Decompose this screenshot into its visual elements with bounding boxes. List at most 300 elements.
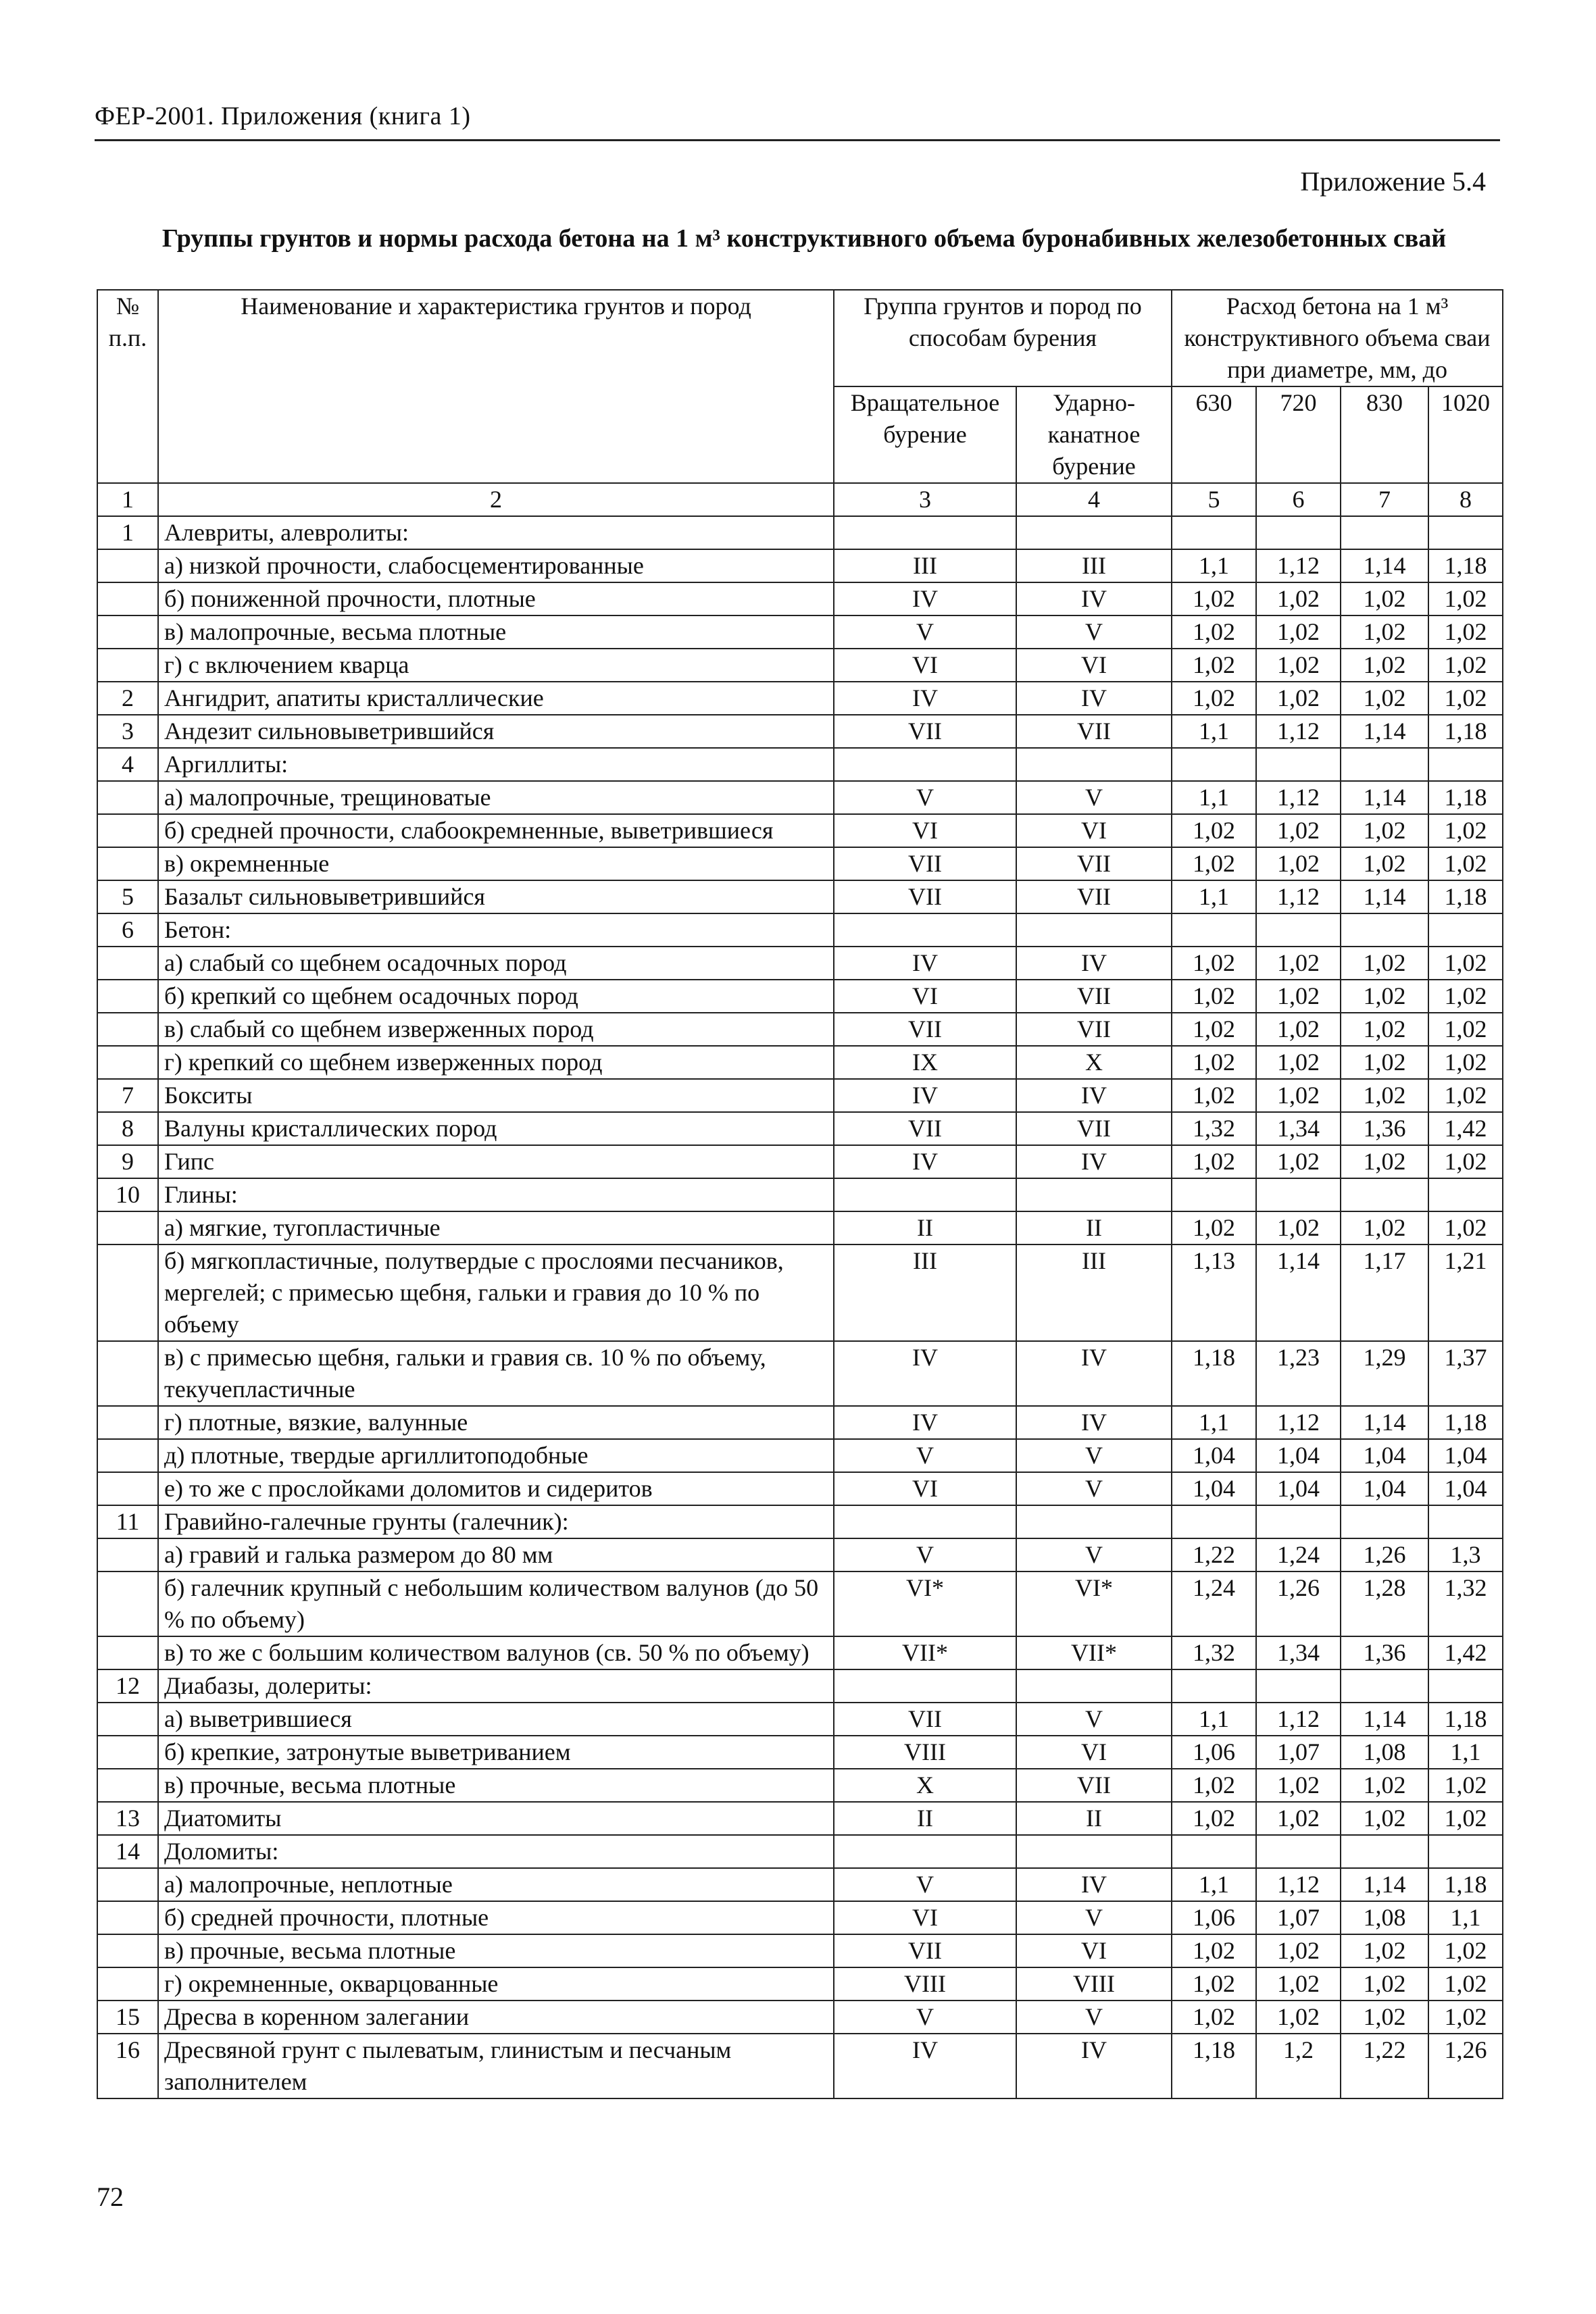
soil-name: б) средней прочности, плотные <box>158 1901 834 1934</box>
soil-name: б) мягкопластичные, полутвердые с прослоями песчаников, мергелей; с примесью щебня, гальки и гравия до 10 % по объему <box>158 1244 834 1341</box>
value-830: 1,02 <box>1341 980 1428 1013</box>
soil-name: в) прочные, весьма плотные <box>158 1934 834 1967</box>
value-720 <box>1256 516 1341 549</box>
column-number: 5 <box>1172 483 1256 516</box>
rotary-group: V <box>834 615 1016 649</box>
percussion-group: V <box>1016 781 1172 814</box>
row-number: 3 <box>97 715 158 748</box>
percussion-group: VIII <box>1016 1967 1172 2001</box>
value-830: 1,14 <box>1341 1406 1428 1439</box>
header-group: Группа грунтов и пород по способам бурения <box>834 290 1172 386</box>
table-row <box>97 1538 1503 1571</box>
row-number <box>97 1636 158 1669</box>
value-630: 1,32 <box>1172 1112 1256 1145</box>
table-row <box>97 1013 1503 1046</box>
value-720: 1,26 <box>1256 1571 1341 1636</box>
percussion-group: IV <box>1016 1341 1172 1406</box>
percussion-group: V <box>1016 615 1172 649</box>
soil-name: Аргиллиты: <box>158 748 834 781</box>
value-630: 1,02 <box>1172 980 1256 1013</box>
value-720: 1,02 <box>1256 814 1341 847</box>
soil-name: б) пониженной прочности, плотные <box>158 582 834 615</box>
table-row <box>97 1868 1503 1901</box>
soil-concrete-table <box>97 289 1503 2099</box>
value-1020: 1,04 <box>1428 1439 1503 1472</box>
value-1020: 1,02 <box>1428 1769 1503 1802</box>
rotary-group: VII <box>834 880 1016 913</box>
value-630: 1,02 <box>1172 582 1256 615</box>
value-630: 1,32 <box>1172 1636 1256 1669</box>
value-630: 1,02 <box>1172 1967 1256 2001</box>
value-1020: 1,02 <box>1428 980 1503 1013</box>
value-630: 1,02 <box>1172 1211 1256 1244</box>
soil-name: а) выветрившиеся <box>158 1703 834 1736</box>
percussion-group: IV <box>1016 1868 1172 1901</box>
rotary-group: III <box>834 1244 1016 1341</box>
value-1020: 1,18 <box>1428 549 1503 582</box>
header-name: Наименование и характеристика грунтов и пород <box>158 290 834 483</box>
rotary-group: VII <box>834 715 1016 748</box>
percussion-group: VI <box>1016 1934 1172 1967</box>
header-percussion: Ударно-канатное бурение <box>1016 386 1172 483</box>
percussion-group: VI* <box>1016 1571 1172 1636</box>
row-number <box>97 781 158 814</box>
value-720: 1,02 <box>1256 1145 1341 1178</box>
value-720: 1,23 <box>1256 1341 1341 1406</box>
row-number <box>97 1341 158 1406</box>
soil-name: а) малопрочные, неплотные <box>158 1868 834 1901</box>
soil-name: д) плотные, твердые аргиллитоподобные <box>158 1439 834 1472</box>
rotary-group <box>834 1178 1016 1211</box>
row-number <box>97 1244 158 1341</box>
value-720 <box>1256 1669 1341 1703</box>
rotary-group: IV <box>834 1145 1016 1178</box>
value-1020: 1,18 <box>1428 1868 1503 1901</box>
soil-name: б) галечник крупный с небольшим количеством валунов (до 50 % по объему) <box>158 1571 834 1636</box>
row-number: 10 <box>97 1178 158 1211</box>
soil-name: Дресвяной грунт с пылеватым, глинистым и песчаным заполнителем <box>158 2034 834 2098</box>
value-1020: 1,02 <box>1428 615 1503 649</box>
percussion-group: VII <box>1016 1769 1172 1802</box>
value-720: 1,02 <box>1256 847 1341 880</box>
rotary-group: IV <box>834 582 1016 615</box>
percussion-group: IV <box>1016 947 1172 980</box>
value-630: 1,02 <box>1172 649 1256 682</box>
row-number: 16 <box>97 2034 158 2098</box>
value-830: 1,14 <box>1341 1703 1428 1736</box>
rotary-group: VII* <box>834 1636 1016 1669</box>
value-830: 1,02 <box>1341 1769 1428 1802</box>
row-number: 6 <box>97 913 158 947</box>
header-row-1 <box>97 290 1503 386</box>
value-720: 1,12 <box>1256 781 1341 814</box>
table-row <box>97 913 1503 947</box>
value-830: 1,14 <box>1341 781 1428 814</box>
rotary-group <box>834 1835 1016 1868</box>
value-1020: 1,02 <box>1428 814 1503 847</box>
rotary-group: X <box>834 1769 1016 1802</box>
value-630: 1,02 <box>1172 1079 1256 1112</box>
soil-name: в) слабый со щебнем изверженных пород <box>158 1013 834 1046</box>
table-row <box>97 1505 1503 1538</box>
table-row <box>97 1472 1503 1505</box>
percussion-group <box>1016 1669 1172 1703</box>
percussion-group: III <box>1016 549 1172 582</box>
value-1020 <box>1428 1505 1503 1538</box>
value-720: 1,14 <box>1256 1244 1341 1341</box>
percussion-group: VII* <box>1016 1636 1172 1669</box>
rotary-group: VIII <box>834 1736 1016 1769</box>
value-720: 1,02 <box>1256 649 1341 682</box>
header-d830: 830 <box>1341 386 1428 483</box>
rotary-group <box>834 1669 1016 1703</box>
row-number: 11 <box>97 1505 158 1538</box>
header-no: № п.п. <box>97 290 158 483</box>
percussion-group: VII <box>1016 715 1172 748</box>
row-number <box>97 1406 158 1439</box>
value-720: 1,34 <box>1256 1112 1341 1145</box>
value-630: 1,1 <box>1172 1868 1256 1901</box>
value-630 <box>1172 1835 1256 1868</box>
value-720: 1,04 <box>1256 1439 1341 1472</box>
table-row <box>97 1439 1503 1472</box>
percussion-group: III <box>1016 1244 1172 1341</box>
value-1020: 1,18 <box>1428 781 1503 814</box>
table-row <box>97 847 1503 880</box>
value-720: 1,02 <box>1256 947 1341 980</box>
value-720: 1,02 <box>1256 980 1341 1013</box>
value-720: 1,02 <box>1256 1802 1341 1835</box>
percussion-group: V <box>1016 2001 1172 2034</box>
rotary-group: V <box>834 2001 1016 2034</box>
table-row <box>97 582 1503 615</box>
soil-name: Базальт сильновыветрившийся <box>158 880 834 913</box>
table-row <box>97 814 1503 847</box>
value-830 <box>1341 1835 1428 1868</box>
value-720: 1,07 <box>1256 1736 1341 1769</box>
value-1020 <box>1428 913 1503 947</box>
value-720: 1,02 <box>1256 1934 1341 1967</box>
value-630: 1,02 <box>1172 947 1256 980</box>
soil-name: а) мягкие, тугопластичные <box>158 1211 834 1244</box>
percussion-group: IV <box>1016 682 1172 715</box>
value-830: 1,14 <box>1341 715 1428 748</box>
value-830: 1,36 <box>1341 1112 1428 1145</box>
row-number <box>97 582 158 615</box>
value-1020: 1,02 <box>1428 1967 1503 2001</box>
value-630: 1,02 <box>1172 1934 1256 1967</box>
value-630: 1,02 <box>1172 682 1256 715</box>
value-830: 1,04 <box>1341 1472 1428 1505</box>
value-1020: 1,02 <box>1428 847 1503 880</box>
value-830 <box>1341 1669 1428 1703</box>
row-number <box>97 814 158 847</box>
rotary-group: VI* <box>834 1571 1016 1636</box>
row-number: 7 <box>97 1079 158 1112</box>
value-720: 1,02 <box>1256 582 1341 615</box>
value-1020: 1,02 <box>1428 1211 1503 1244</box>
soil-name: г) с включением кварца <box>158 649 834 682</box>
soil-name: г) крепкий со щебнем изверженных пород <box>158 1046 834 1079</box>
value-1020 <box>1428 1178 1503 1211</box>
soil-name: Бокситы <box>158 1079 834 1112</box>
value-1020 <box>1428 1835 1503 1868</box>
percussion-group: IV <box>1016 582 1172 615</box>
row-number <box>97 1211 158 1244</box>
value-1020: 1,02 <box>1428 682 1503 715</box>
rotary-group: VII <box>834 1934 1016 1967</box>
value-720 <box>1256 1835 1341 1868</box>
soil-name: в) малопрочные, весьма плотные <box>158 615 834 649</box>
value-630 <box>1172 516 1256 549</box>
value-720: 1,12 <box>1256 1703 1341 1736</box>
value-630: 1,1 <box>1172 715 1256 748</box>
value-830: 1,02 <box>1341 947 1428 980</box>
value-830 <box>1341 516 1428 549</box>
value-830: 1,02 <box>1341 1802 1428 1835</box>
value-630: 1,13 <box>1172 1244 1256 1341</box>
row-number <box>97 1934 158 1967</box>
percussion-group: IV <box>1016 1079 1172 1112</box>
header-d720: 720 <box>1256 386 1341 483</box>
value-720 <box>1256 748 1341 781</box>
table-row <box>97 1046 1503 1079</box>
row-number <box>97 1472 158 1505</box>
value-830: 1,22 <box>1341 2034 1428 2098</box>
value-1020 <box>1428 516 1503 549</box>
table-row <box>97 1211 1503 1244</box>
value-830: 1,02 <box>1341 682 1428 715</box>
header-rotary: Вращательное бурение <box>834 386 1016 483</box>
row-number <box>97 1967 158 2001</box>
header-d1020: 1020 <box>1428 386 1503 483</box>
table-row <box>97 1769 1503 1802</box>
table-row <box>97 1967 1503 2001</box>
row-number <box>97 1769 158 1802</box>
rotary-group: IX <box>834 1046 1016 1079</box>
row-number <box>97 1736 158 1769</box>
table-row <box>97 649 1503 682</box>
row-number: 15 <box>97 2001 158 2034</box>
value-720: 1,02 <box>1256 1769 1341 1802</box>
value-1020: 1,02 <box>1428 1934 1503 1967</box>
value-1020 <box>1428 748 1503 781</box>
rotary-group <box>834 516 1016 549</box>
table-row <box>97 1571 1503 1636</box>
value-720: 1,12 <box>1256 1406 1341 1439</box>
value-630: 1,02 <box>1172 1013 1256 1046</box>
value-630: 1,02 <box>1172 847 1256 880</box>
value-1020: 1,1 <box>1428 1736 1503 1769</box>
value-1020: 1,02 <box>1428 1013 1503 1046</box>
value-630: 1,02 <box>1172 1046 1256 1079</box>
row-number <box>97 1703 158 1736</box>
percussion-group <box>1016 1835 1172 1868</box>
table-row <box>97 1802 1503 1835</box>
percussion-group: V <box>1016 1439 1172 1472</box>
value-1020: 1,02 <box>1428 1046 1503 1079</box>
value-630: 1,24 <box>1172 1571 1256 1636</box>
rotary-group: VI <box>834 814 1016 847</box>
value-720: 1,07 <box>1256 1901 1341 1934</box>
percussion-group: VI <box>1016 1736 1172 1769</box>
value-830: 1,08 <box>1341 1736 1428 1769</box>
value-830 <box>1341 913 1428 947</box>
value-720 <box>1256 913 1341 947</box>
value-1020: 1,18 <box>1428 715 1503 748</box>
value-1020: 1,32 <box>1428 1571 1503 1636</box>
value-830: 1,02 <box>1341 1145 1428 1178</box>
rotary-group: VII <box>834 847 1016 880</box>
value-1020: 1,42 <box>1428 1112 1503 1145</box>
row-number <box>97 649 158 682</box>
row-number <box>97 847 158 880</box>
value-630 <box>1172 913 1256 947</box>
percussion-group: VII <box>1016 847 1172 880</box>
soil-name: в) прочные, весьма плотные <box>158 1769 834 1802</box>
value-630: 1,22 <box>1172 1538 1256 1571</box>
value-830 <box>1341 748 1428 781</box>
rotary-group: IV <box>834 1341 1016 1406</box>
rotary-group: IV <box>834 2034 1016 2098</box>
value-630: 1,1 <box>1172 880 1256 913</box>
percussion-group: V <box>1016 1901 1172 1934</box>
column-number: 7 <box>1341 483 1428 516</box>
value-720: 1,02 <box>1256 2001 1341 2034</box>
value-1020: 1,18 <box>1428 1406 1503 1439</box>
soil-name: г) окремненные, окварцованные <box>158 1967 834 2001</box>
soil-name: а) низкой прочности, слабосцементированные <box>158 549 834 582</box>
soil-name: Андезит сильновыветрившийся <box>158 715 834 748</box>
percussion-group: IV <box>1016 2034 1172 2098</box>
rotary-group: IV <box>834 682 1016 715</box>
value-630 <box>1172 1669 1256 1703</box>
value-830: 1,02 <box>1341 1079 1428 1112</box>
page-number: 72 <box>97 2182 124 2212</box>
rotary-group: V <box>834 781 1016 814</box>
value-630: 1,1 <box>1172 549 1256 582</box>
rotary-group: IV <box>834 947 1016 980</box>
rotary-group: V <box>834 1439 1016 1472</box>
table-row <box>97 748 1503 781</box>
table-row <box>97 516 1503 549</box>
value-630: 1,04 <box>1172 1472 1256 1505</box>
row-number: 13 <box>97 1802 158 1835</box>
value-630 <box>1172 748 1256 781</box>
table-row <box>97 1341 1503 1406</box>
percussion-group: VI <box>1016 814 1172 847</box>
table-row <box>97 1112 1503 1145</box>
value-720: 1,02 <box>1256 1046 1341 1079</box>
table-row <box>97 1703 1503 1736</box>
column-number: 4 <box>1016 483 1172 516</box>
rotary-group: III <box>834 549 1016 582</box>
row-number <box>97 1538 158 1571</box>
value-630 <box>1172 1505 1256 1538</box>
row-number <box>97 549 158 582</box>
value-720: 1,2 <box>1256 2034 1341 2098</box>
value-830: 1,14 <box>1341 880 1428 913</box>
value-1020: 1,18 <box>1428 880 1503 913</box>
table-row <box>97 1178 1503 1211</box>
value-630: 1,02 <box>1172 1145 1256 1178</box>
value-630: 1,18 <box>1172 1341 1256 1406</box>
column-number: 1 <box>97 483 158 516</box>
column-number: 3 <box>834 483 1016 516</box>
row-number: 12 <box>97 1669 158 1703</box>
row-number <box>97 1571 158 1636</box>
percussion-group <box>1016 913 1172 947</box>
value-1020: 1,02 <box>1428 1802 1503 1835</box>
value-830: 1,28 <box>1341 1571 1428 1636</box>
table-row <box>97 1934 1503 1967</box>
value-720: 1,02 <box>1256 1079 1341 1112</box>
value-630: 1,18 <box>1172 2034 1256 2098</box>
value-720: 1,02 <box>1256 1013 1341 1046</box>
rotary-group: V <box>834 1868 1016 1901</box>
table-row <box>97 947 1503 980</box>
soil-name: а) малопрочные, трещиноватые <box>158 781 834 814</box>
row-number: 4 <box>97 748 158 781</box>
value-830: 1,02 <box>1341 1934 1428 1967</box>
rotary-group <box>834 748 1016 781</box>
value-630: 1,02 <box>1172 615 1256 649</box>
row-number <box>97 1046 158 1079</box>
rotary-group <box>834 913 1016 947</box>
value-830: 1,02 <box>1341 1211 1428 1244</box>
percussion-group: IV <box>1016 1406 1172 1439</box>
percussion-group: V <box>1016 1472 1172 1505</box>
percussion-group: VII <box>1016 980 1172 1013</box>
soil-name: Диатомиты <box>158 1802 834 1835</box>
table-row <box>97 615 1503 649</box>
soil-name: в) то же с большим количеством валунов (св. 50 % по объему) <box>158 1636 834 1669</box>
soil-name: Дресва в коренном залегании <box>158 2001 834 2034</box>
table-row <box>97 1669 1503 1703</box>
value-830: 1,36 <box>1341 1636 1428 1669</box>
header-d630: 630 <box>1172 386 1256 483</box>
soil-name: б) крепкий со щебнем осадочных пород <box>158 980 834 1013</box>
value-1020: 1,02 <box>1428 582 1503 615</box>
soil-name: Алевриты, алевролиты: <box>158 516 834 549</box>
value-830: 1,02 <box>1341 582 1428 615</box>
value-1020: 1,04 <box>1428 1472 1503 1505</box>
row-number: 8 <box>97 1112 158 1145</box>
header-divider <box>95 139 1500 141</box>
value-630: 1,02 <box>1172 814 1256 847</box>
value-830 <box>1341 1178 1428 1211</box>
rotary-group: VII <box>834 1703 1016 1736</box>
table-row <box>97 1835 1503 1868</box>
value-830: 1,29 <box>1341 1341 1428 1406</box>
table-row <box>97 682 1503 715</box>
value-1020: 1,02 <box>1428 2001 1503 2034</box>
table-row <box>97 880 1503 913</box>
value-830: 1,02 <box>1341 1046 1428 1079</box>
percussion-group: VII <box>1016 1112 1172 1145</box>
value-1020: 1,02 <box>1428 649 1503 682</box>
value-630: 1,1 <box>1172 781 1256 814</box>
running-header: ФЕР-2001. Приложения (книга 1) <box>95 102 471 130</box>
soil-name: г) плотные, вязкие, валунные <box>158 1406 834 1439</box>
table-row <box>97 1901 1503 1934</box>
table-row <box>97 1636 1503 1669</box>
value-630 <box>1172 1178 1256 1211</box>
row-number: 2 <box>97 682 158 715</box>
value-830: 1,02 <box>1341 649 1428 682</box>
value-830: 1,02 <box>1341 814 1428 847</box>
rotary-group: VII <box>834 1112 1016 1145</box>
